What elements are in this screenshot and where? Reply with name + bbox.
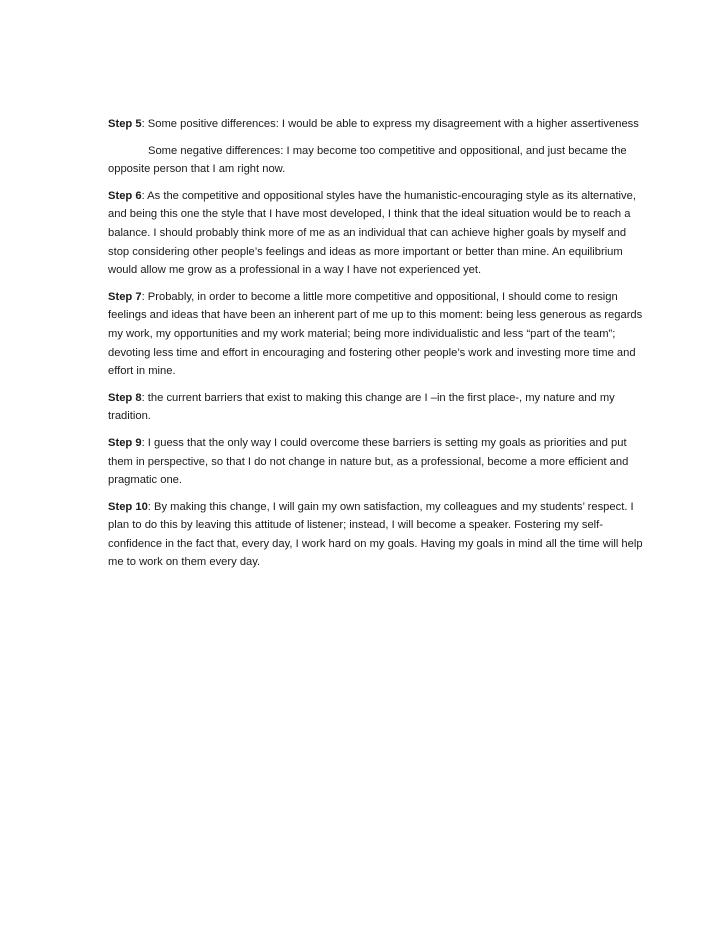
step-label: Step 9 (108, 436, 142, 449)
paragraph-step-10 (108, 498, 644, 572)
paragraph-text: : As the competitive and oppositional styles have the humanistic-encouraging style as its alternative, and being this one the style that I have most developed, I think that the ideal situation would be to reach a balance. I should probably think more of me as an individual that can achieve higher goals by myself and stop considering other people’s feelings and ideas as more important or better than mine. An equilibrium would allow me grow as a professional in a way I have not experienced yet. (108, 189, 636, 277)
paragraph-step-8 (108, 389, 644, 426)
paragraph-text: : Some positive differences: I would be able to express my disagreement with a higher assertiveness (141, 118, 639, 130)
step-label: Step 5 (108, 118, 142, 130)
paragraph-text: : By making this change, I will gain my own satisfaction, my colleagues and my students’ respect. I plan to do this by leaving this attitude of listener; instead, I will become a speaker. Fostering my self-confidence in the fact that, every day, I work hard on my goals. Having my goals in mind all the time will help me to work on them every day. (108, 500, 643, 569)
paragraph-step-7 (108, 288, 644, 381)
paragraph-step-9 (108, 434, 644, 490)
step-label: Step 10 (108, 500, 148, 513)
document-body (108, 115, 644, 580)
paragraph-text: : Probably, in order to become a little more competitive and oppositional, I should come to resign feelings and ideas that have been an inherent part of me up to this moment: being less generous as regards my work, my opportunities and my work material; being more individualistic and less “part of the team”; devoting less time and effort in encouraging and fostering other people’s work and investing more time and effort in mine. (108, 290, 643, 378)
paragraph-text: : I guess that the only way I could overcome these barriers is setting my goals as priorities and put them in perspective, so that I do not change in nature but, as a professional, become a more efficient and pragmatic one. (108, 436, 629, 487)
step-label: Step 7 (108, 290, 142, 303)
paragraph-text: Some negative differences: I may become too competitive and oppositional, and just became the opposite person that I am right now. (108, 144, 627, 176)
paragraph-negative-differences (108, 142, 644, 179)
paragraph-step-6 (108, 187, 644, 280)
step-label: Step 6 (108, 189, 142, 202)
paragraph-step-5 (108, 115, 644, 134)
step-label: Step 8 (108, 391, 142, 404)
paragraph-text: : the current barriers that exist to making this change are I –in the first place-, my nature and my tradition. (108, 391, 615, 423)
